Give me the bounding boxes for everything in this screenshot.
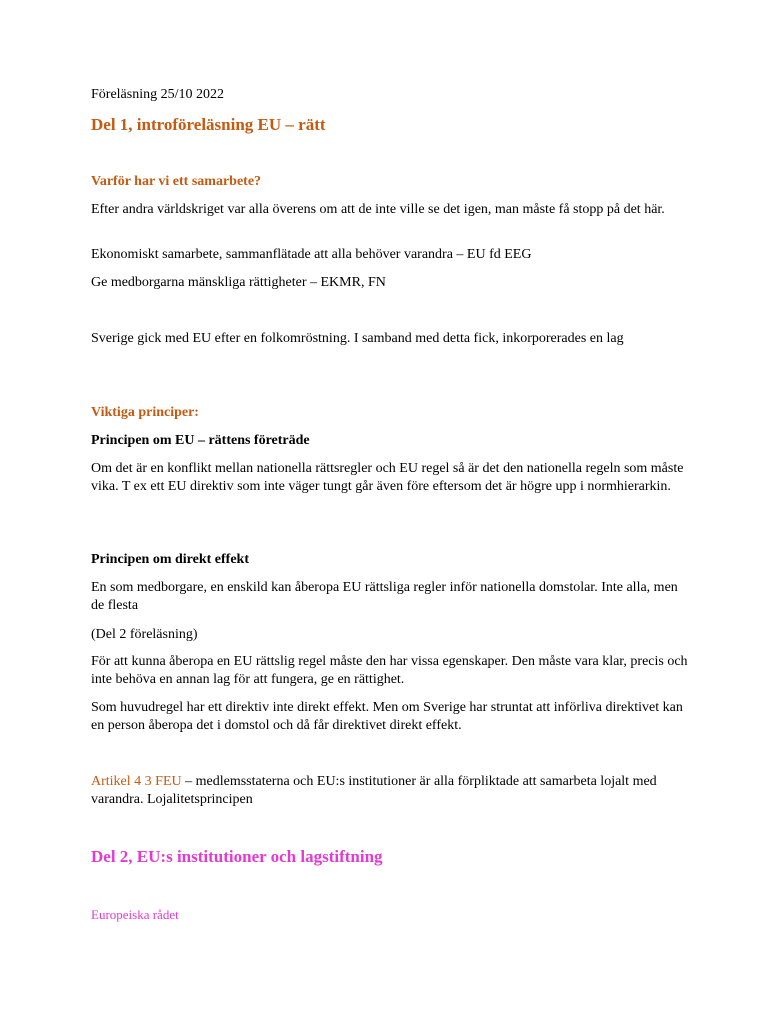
section-heading-important-principles: Viktiga principer: xyxy=(91,405,199,420)
article-reference: Artikel 4 3 FEU xyxy=(91,774,182,789)
paragraph-after-ww2: Efter andra världskriget var alla överens om att de inte ville se det igen, man måste få stopp på det här. xyxy=(91,202,665,217)
article-text: – medlemsstaterna och EU:s institutioner är alla förpliktade att samarbeta lojalt med varandra. Lojalitetsprincipen xyxy=(91,774,657,807)
principle-heading-direct-effect: Principen om direkt effekt xyxy=(91,552,249,567)
paragraph-supremacy: Om det är en konflikt mellan nationella rättsregler och EU regel så är det den nationella regeln som måste vika. T ex ett EU direktiv som inte väger tungt går även före eftersom det är högre upp i normhierarkin. xyxy=(91,461,684,494)
date-line: Föreläsning 25/10 2022 xyxy=(91,87,224,102)
section-heading-why-cooperation: Varför har vi ett samarbete? xyxy=(91,174,262,189)
paragraph-requirements: För att kunna åberopa en EU rättslig regel måste den har vissa egenskaper. Den måste vara klar, precis och inte behöva en annan lag för att fungera, ge en rättighet. xyxy=(91,654,688,687)
principle-heading-supremacy: Principen om EU – rättens företräde xyxy=(91,433,310,448)
paragraph-economic-cooperation: Ekonomiskt samarbete, sammanflätade att alla behöver varandra – EU fd EEG xyxy=(91,247,532,262)
section-heading-european-council: Europeiska rådet xyxy=(91,907,179,922)
part2-heading: Del 2, EU:s institutioner och lagstiftning xyxy=(91,847,383,866)
part1-heading: Del 1, introföreläsning EU – rätt xyxy=(91,115,326,134)
paragraph-directive-rule: Som huvudregel har ett direktiv inte direkt effekt. Men om Sverige har struntat att införliva direktivet kan en person åberopa det i domstol och då får direktivet direkt effekt. xyxy=(91,700,683,733)
paragraph-direct-effect: En som medborgare, en enskild kan åberopa EU rättsliga regler inför nationella domstolar. Inte alla, men de flesta xyxy=(91,580,678,613)
paragraph-article-4-3 xyxy=(91,773,691,809)
paragraph-sweden-joined: Sverige gick med EU efter en folkomröstning. I samband med detta fick, inkorporerades en lag xyxy=(91,331,624,346)
paragraph-part2-lecture-note: (Del 2 föreläsning) xyxy=(91,627,198,642)
paragraph-human-rights: Ge medborgarna mänskliga rättigheter – EKMR, FN xyxy=(91,275,386,290)
